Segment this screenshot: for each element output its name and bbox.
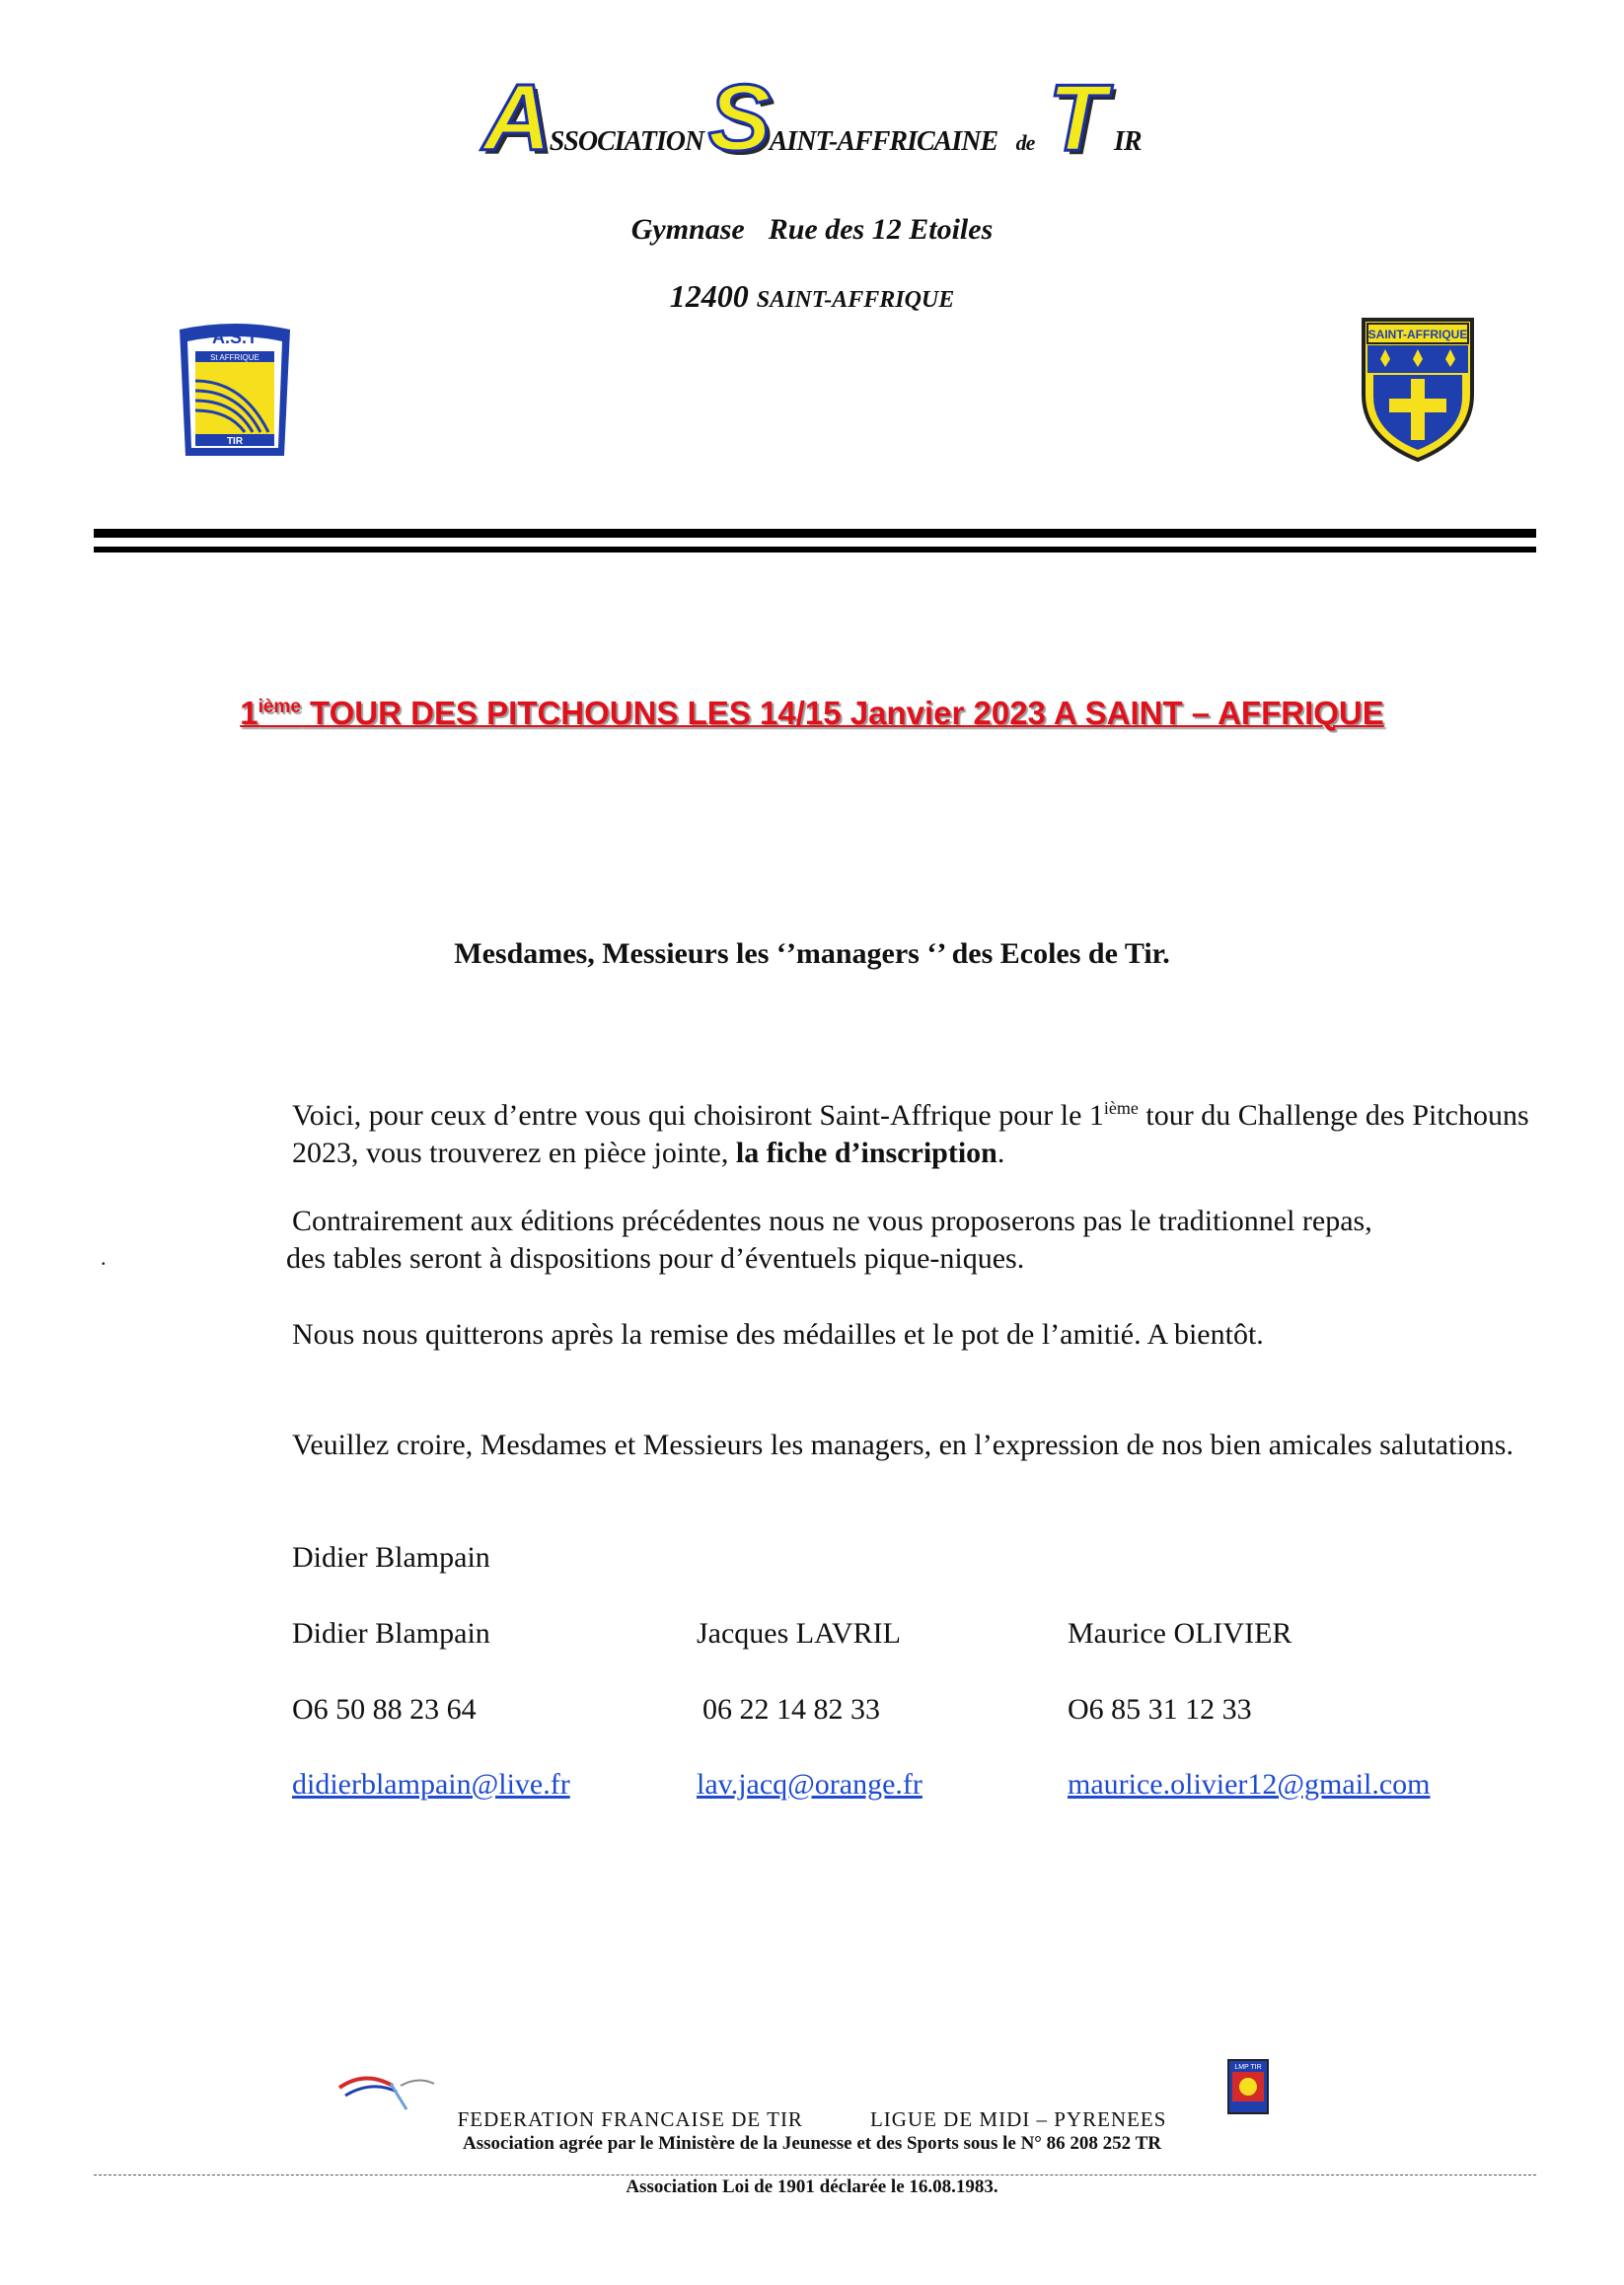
footer-divider	[94, 2174, 1536, 2175]
contact-phone-3: O6 85 31 12 33	[1068, 1693, 1252, 1726]
shield-label: SAINT-AFFRIQUE	[1367, 328, 1468, 341]
event-title	[0, 695, 1624, 732]
address-city-line	[0, 278, 1624, 315]
paragraph-meal	[286, 1203, 1545, 1278]
ast-logo-letters: A.S.T	[211, 328, 258, 347]
title-cap-t: T	[1048, 65, 1104, 171]
contact-email-link-2[interactable]: lav.jacq@orange.fr	[697, 1768, 923, 1801]
title-cap-s: S	[707, 65, 770, 171]
margin-dot: .	[101, 1245, 107, 1270]
title-word-ir: IR	[1114, 126, 1142, 157]
event-title-sup: ième	[258, 697, 301, 717]
p2-line1: Contrairement aux éditions précédentes nous ne vous proposerons pas le traditionnel repas,	[292, 1205, 1372, 1237]
signature: Didier Blampain	[292, 1541, 490, 1574]
header-separator-thick	[94, 529, 1536, 538]
address-street-name: Rue des 12 Etoiles	[768, 213, 994, 246]
paragraph-registration	[292, 1089, 1545, 1172]
contact-phone-2: 06 22 14 82 33	[702, 1693, 880, 1726]
address-street	[0, 213, 1624, 247]
p1-bold: la fiche d’inscription	[735, 1137, 997, 1169]
ast-club-logo	[174, 322, 296, 462]
p2-line2: des tables seront à dispositions pour d’éventuels pique-niques.	[286, 1242, 1025, 1275]
paragraph-regards: Veuillez croire, Mesdames et Messieurs les managers, en l’expression de nos bien amicales salutations.	[292, 1429, 1513, 1461]
postal-code: 12400	[669, 278, 749, 314]
salutation: Mesdames, Messieurs les ‘’managers ‘’ des Ecoles de Tir.	[454, 937, 1170, 970]
footer-agreement: Association agrée par le Ministère de la Jeunesse et des Sports sous le N° 86 208 252 TR	[463, 2133, 1161, 2154]
city-name: SAINT-AFFRIQUE	[756, 287, 955, 313]
footer-ligue: LIGUE DE MIDI – PYRENEES	[869, 2107, 1167, 2131]
footer-declaration: Association Loi de 1901 déclarée le 16.08.1983.	[626, 2176, 998, 2197]
footer-federation: FEDERATION FRANCAISE DE TIR	[457, 2107, 803, 2131]
footer-organisations	[0, 2107, 1624, 2132]
title-word-saint-affricaine: AINT-AFFRICAINE	[769, 126, 998, 157]
header-separator-thin	[94, 547, 1536, 553]
address-gymnase: Gymnase	[630, 213, 745, 246]
federation-logo	[335, 2064, 438, 2111]
p1-text-a: Voici, pour ceux d’entre vous qui choisiront Saint-Affrique pour le 1	[292, 1099, 1104, 1132]
event-title-text: TOUR DES PITCHOUNS LES 14/15 Janvier 2023 A SAINT – AFFRIQUE	[300, 695, 1384, 731]
ligue-logo-text: LMP TIR	[1234, 2064, 1262, 2071]
association-title	[0, 65, 1624, 189]
title-cap-a: A	[482, 65, 550, 171]
paragraph-closing: Nous nous quitterons après la remise des médailles et le pot de l’amitié. A bientôt.	[292, 1318, 1264, 1351]
p1-end: .	[997, 1137, 1005, 1169]
ast-logo-band-text: St AFFRIQUE	[210, 353, 259, 362]
contact-email-link-1[interactable]: didierblampain@live.fr	[292, 1768, 570, 1801]
saint-affrique-shield-logo	[1360, 316, 1476, 464]
contact-name-1: Didier Blampain	[292, 1617, 490, 1650]
p1-text-b: tour du Challenge des Pitchouns 2023, vous trouverez en pièce jointe,	[292, 1099, 1529, 1169]
ast-logo-tir-text: TIR	[226, 436, 244, 447]
title-word-ssociation: SSOCIATION	[549, 126, 704, 157]
title-word-de: de	[1015, 130, 1035, 155]
contact-name-3: Maurice OLIVIER	[1068, 1617, 1292, 1650]
contact-email-link-3[interactable]: maurice.olivier12@gmail.com	[1068, 1768, 1431, 1801]
event-title-num: 1	[240, 695, 258, 731]
contact-phone-1: O6 50 88 23 64	[292, 1693, 477, 1726]
contact-name-2: Jacques LAVRIL	[697, 1617, 901, 1650]
p1-sup: ième	[1103, 1098, 1139, 1118]
